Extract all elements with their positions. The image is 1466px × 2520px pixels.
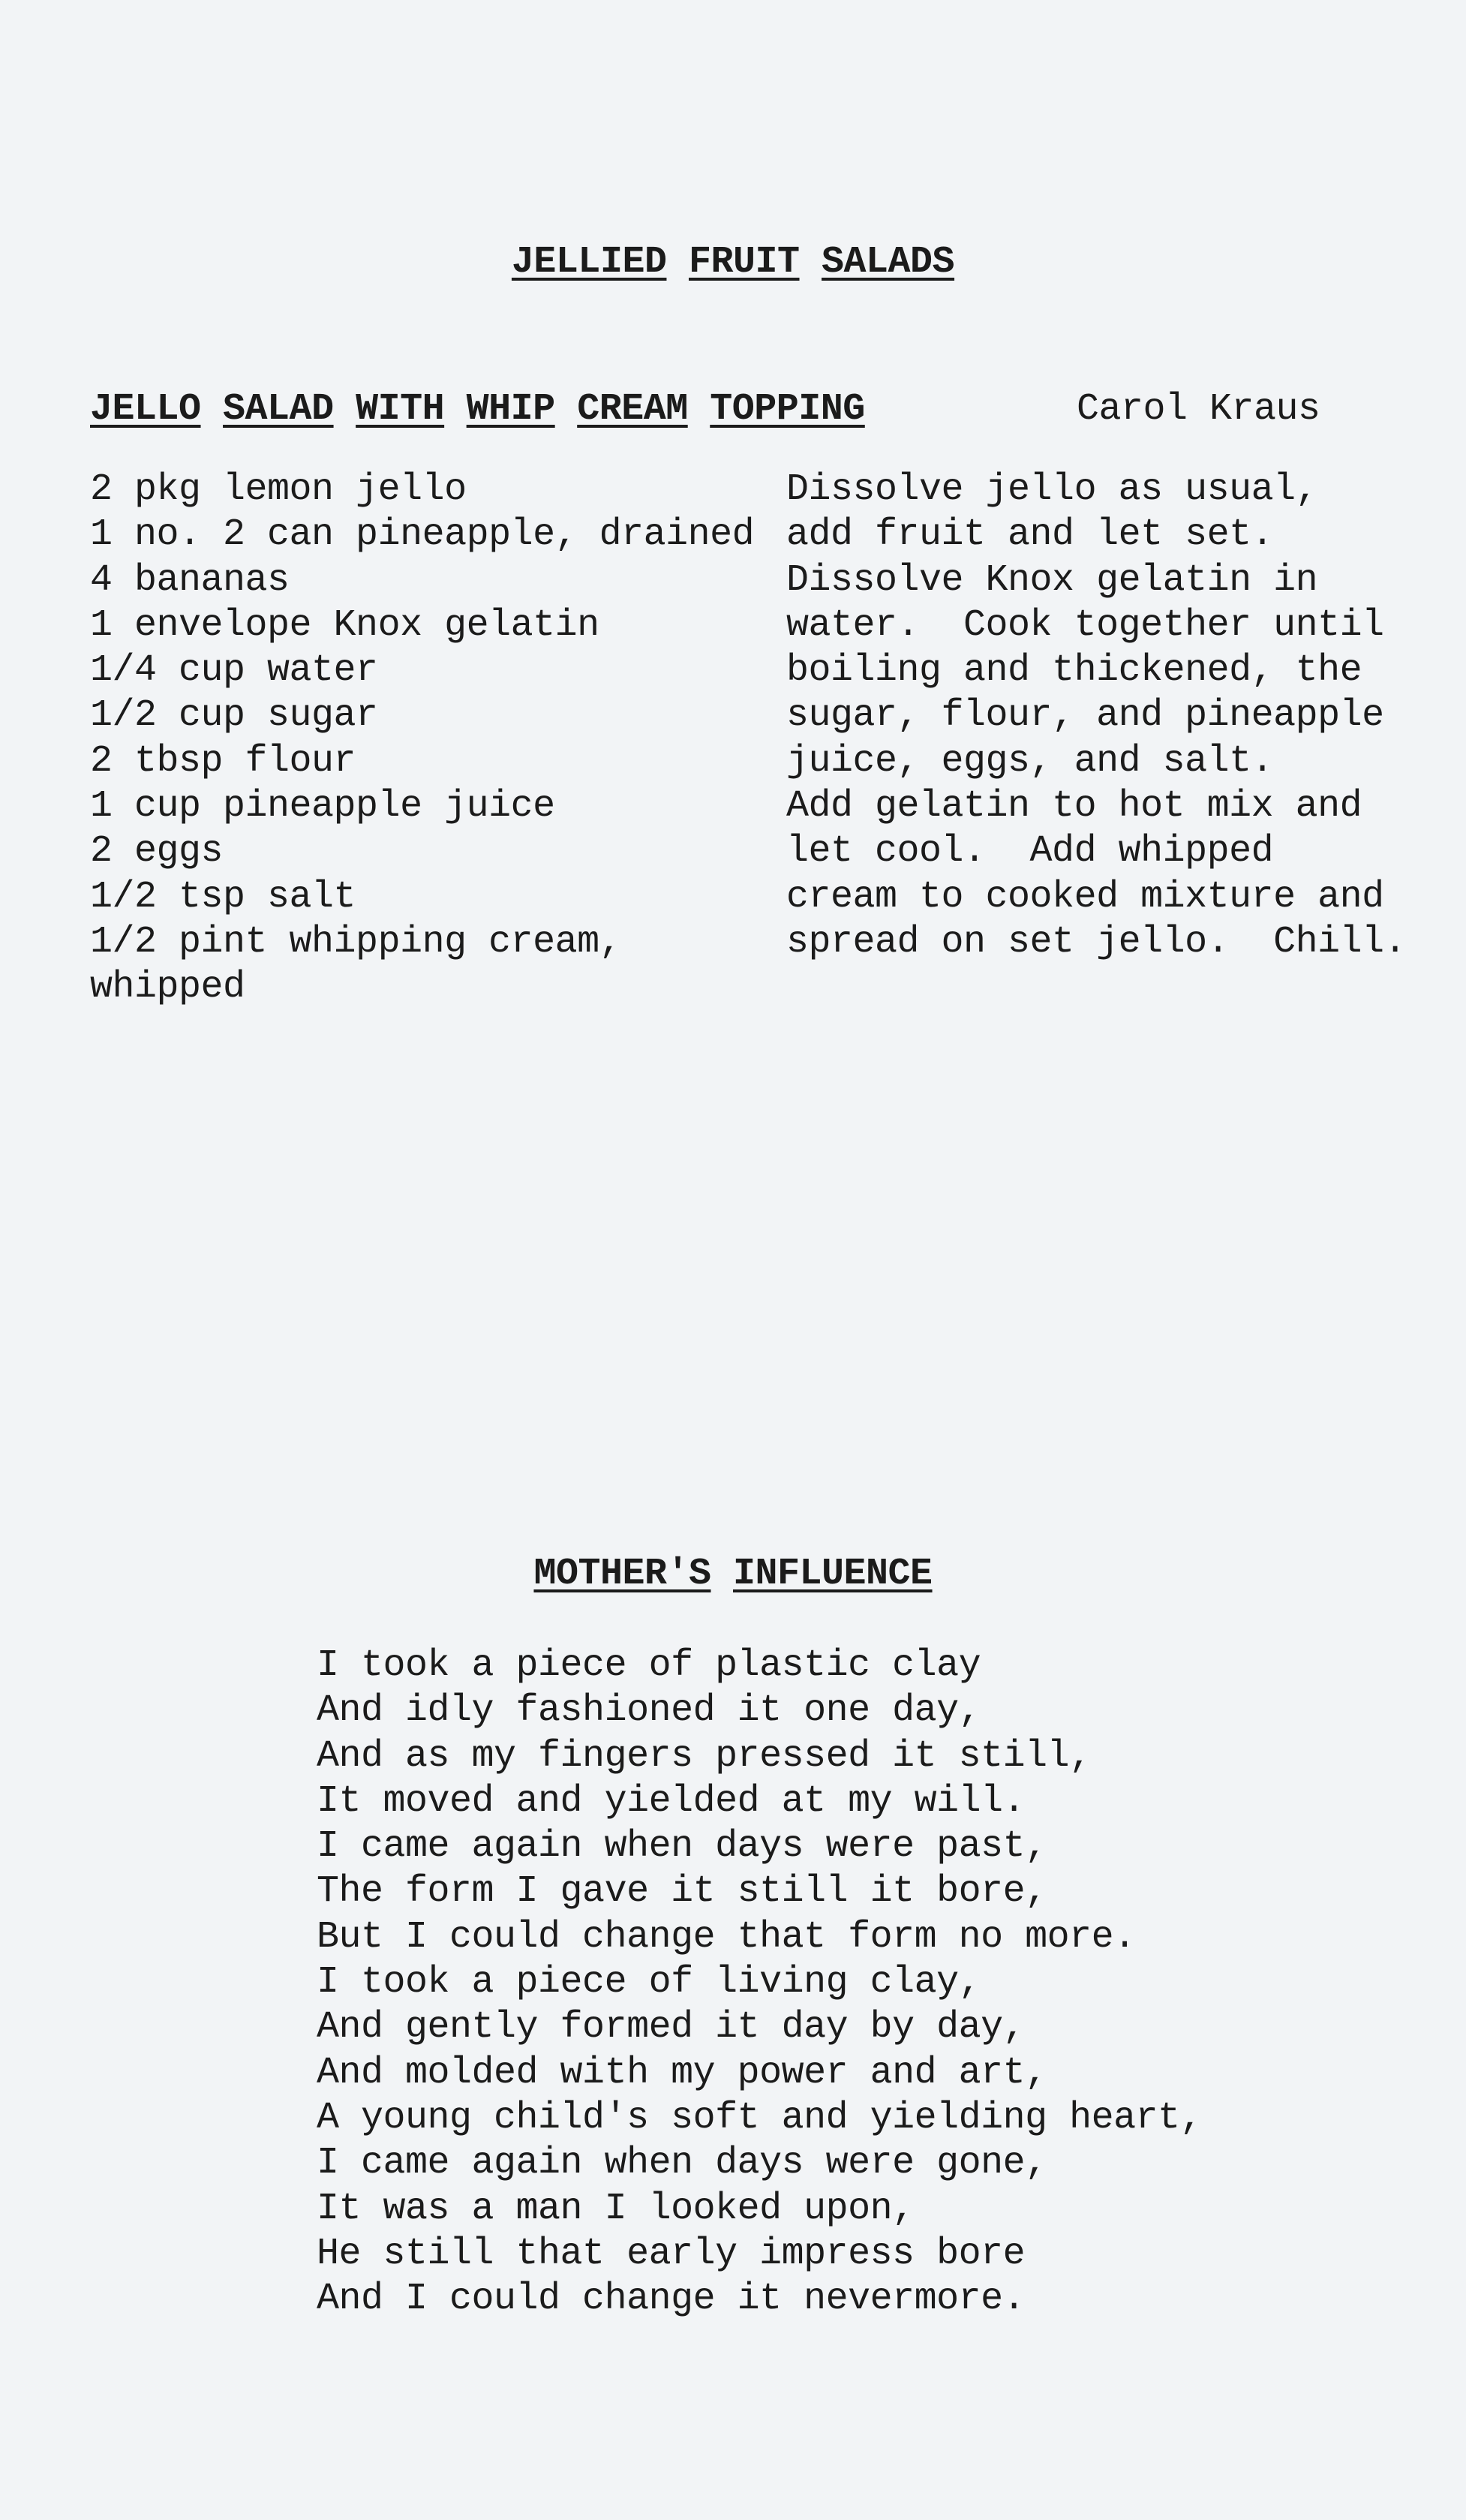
title-word: MOTHER'S (533, 1553, 711, 1595)
poem-line: It moved and yielded at my will. (317, 1779, 1026, 1823)
title-word: CREAM (577, 388, 688, 431)
direction-line: Dissolve jello as usual, (786, 468, 1318, 511)
poem-line: He still that early impress bore (317, 2232, 1026, 2275)
ingredient-line: 1 envelope Knox gelatin (90, 603, 599, 647)
ingredient-list (90, 468, 754, 1011)
direction-line: juice, eggs, and salt. (786, 739, 1274, 783)
direction-line: Add gelatin to hot mix and (786, 785, 1362, 828)
recipe-title (90, 387, 865, 432)
title-word: INFLUENCE (733, 1553, 933, 1595)
poem-line: I took a piece of plastic clay (317, 1644, 981, 1687)
title-word: SALADS (822, 241, 955, 284)
title-word: TOPPING (710, 388, 865, 431)
ingredient-line: 1/2 tsp salt (90, 875, 356, 919)
title-word: JELLIED (511, 241, 667, 284)
ingredient-line: 1 no. 2 can pineapple, drained (90, 513, 755, 557)
poem-line: And idly fashioned it one day, (317, 1689, 981, 1733)
title-word: WHIP (466, 388, 555, 431)
poem-line: And as my fingers pressed it still, (317, 1734, 1092, 1778)
ingredient-line: 4 bananas (90, 558, 290, 602)
ingredient-line: 1/2 pint whipping cream, (90, 920, 622, 964)
direction-line: sugar, flour, and pineapple (786, 694, 1384, 738)
ingredient-line: 2 pkg lemon jello (90, 468, 467, 511)
ingredient-line: whipped (90, 966, 245, 1009)
poem-line: And I could change it nevermore. (317, 2278, 1026, 2321)
poem-line: I came again when days were gone, (317, 2142, 1047, 2185)
recipe-author: Carol Kraus (1077, 388, 1320, 431)
poem-line: It was a man I looked upon, (317, 2187, 915, 2230)
title-word: FRUIT (688, 241, 800, 284)
poem-line: And molded with my power and art, (317, 2051, 1047, 2094)
direction-line: water. Cook together until (786, 603, 1384, 647)
direction-line: cream to cooked mixture and (786, 875, 1384, 919)
page-title (0, 240, 1466, 285)
ingredient-line: 1/4 cup water (90, 649, 378, 693)
ingredient-line: 1/2 cup sugar (90, 694, 378, 738)
direction-line: add fruit and let set. (786, 513, 1274, 557)
poem-line: But I could change that form no more. (317, 1915, 1136, 1959)
title-word: WITH (356, 388, 445, 431)
poem-line: And gently formed it day by day, (317, 2006, 1026, 2049)
poem-line: I came again when days were past, (317, 1825, 1047, 1869)
direction-line: let cool. Add whipped (786, 830, 1274, 874)
poem-line: The form I gave it still it bore, (317, 1870, 1047, 1914)
direction-line: Dissolve Knox gelatin in (786, 558, 1318, 602)
title-word: JELLO (90, 388, 201, 431)
directions-text (786, 468, 1406, 965)
ingredient-line: 2 tbsp flour (90, 739, 356, 783)
title-word: SALAD (223, 388, 334, 431)
poem-line: I took a piece of living clay, (317, 1961, 981, 2004)
direction-line: boiling and thickened, the (786, 649, 1362, 693)
poem-lines (317, 1643, 1202, 2322)
direction-line: spread on set jello. Chill. (786, 920, 1407, 964)
ingredient-line: 1 cup pineapple juice (90, 785, 555, 828)
ingredient-line: 2 eggs (90, 830, 224, 874)
poem-title (0, 1552, 1466, 1597)
poem-line: A young child's soft and yielding heart, (317, 2096, 1203, 2140)
